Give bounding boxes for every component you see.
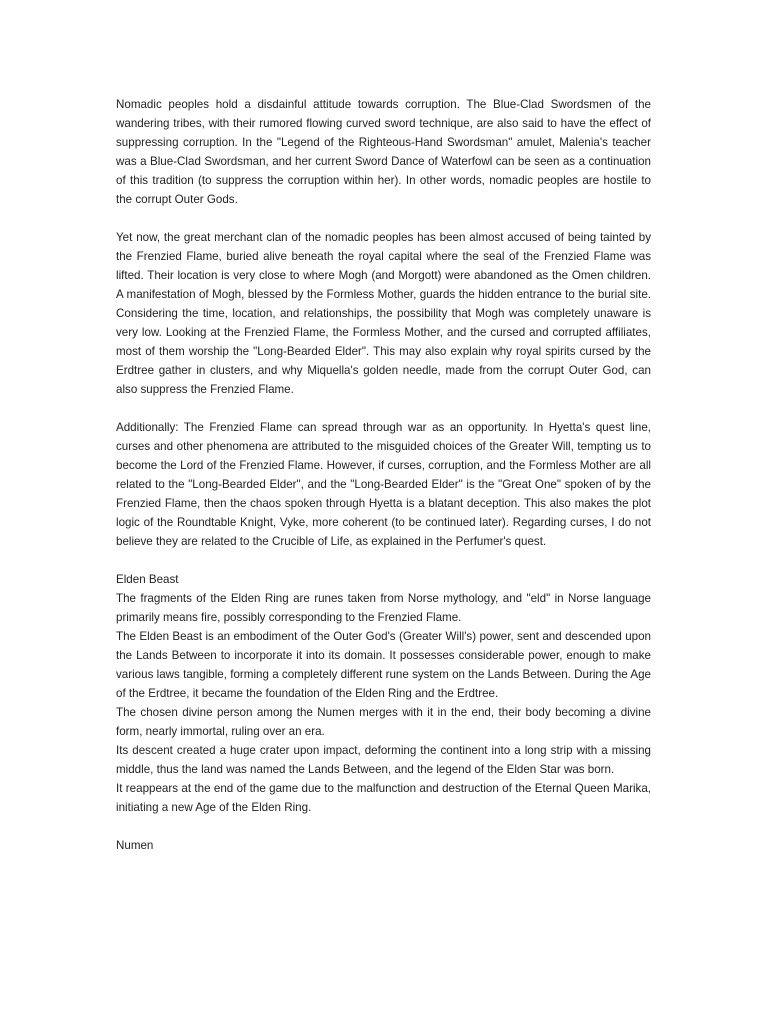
document-page bbox=[116, 95, 651, 855]
section-heading-numen: Numen bbox=[116, 839, 154, 852]
elden-beast-line: The chosen divine person among the Numen merges with it in the end, their body becoming a divine form, nearly immortal, ruling over an era. bbox=[116, 706, 651, 738]
paragraph-merchant-clan: Yet now, the great merchant clan of the nomadic peoples has been almost accused of being tainted by the Frenzied Flame, buried alive beneath the royal capital where the seal of the Frenzied Flame was lifted. Their location is very close to where Mogh (and Morgott) were abandoned as the Omen children. A manifestation of Mogh, blessed by the Formless Mother, guards the hidden entrance to the burial site. Considering the time, location, and relationships, the possibility that Mogh was completely unaware is very low. Looking at the Frenzied Flame, the Formless Mother, and the cursed and corrupted affiliates, most of them worship the "Long-Bearded Elder". This may also explain why royal spirits cursed by the Erdtree gather in clusters, and why Miquella's golden needle, made from the corrupt Outer God, can also suppress the Frenzied Flame. bbox=[116, 231, 651, 396]
section-heading-elden-beast: Elden Beast bbox=[116, 573, 179, 586]
paragraph-frenzied-flame-war: Additionally: The Frenzied Flame can spread through war as an opportunity. In Hyetta's quest line, curses and other phenomena are attributed to the misguided choices of the Greater Will, tempting us to become the Lord of the Frenzied Flame. However, if curses, corruption, and the Formless Mother are all related to the "Long-Bearded Elder", and the "Long-Bearded Elder" is the "Great One" spoken of by the Frenzied Flame, then the chaos spoken through Hyetta is a blatant deception. This also makes the plot logic of the Roundtable Knight, Vyke, more coherent (to be continued later). Regarding curses, I do not believe they are related to the Crucible of Life, as explained in the Perfumer's quest. bbox=[116, 421, 651, 548]
elden-beast-line: The fragments of the Elden Ring are runes taken from Norse mythology, and "eld" in Norse language primarily means fire, possibly corresponding to the Frenzied Flame. bbox=[116, 592, 651, 624]
elden-beast-line: The Elden Beast is an embodiment of the Outer God's (Greater Will's) power, sent and descended upon the Lands Between to incorporate it into its domain. It possesses considerable power, enough to make various laws tangible, forming a completely different rune system on the Lands Between. During the Age of the Erdtree, it became the foundation of the Elden Ring and the Erdtree. bbox=[116, 630, 651, 700]
paragraph-nomadic-corruption: Nomadic peoples hold a disdainful attitude towards corruption. The Blue-Clad Swordsmen of the wandering tribes, with their rumored flowing curved sword technique, are also said to have the effect of suppressing corruption. In the "Legend of the Righteous-Hand Swordsman" amulet, Malenia's teacher was a Blue-Clad Swordsman, and her current Sword Dance of Waterfowl can be seen as a continuation of this tradition (to suppress the corruption within her). In other words, nomadic peoples are hostile to the corrupt Outer Gods. bbox=[116, 98, 651, 206]
elden-beast-line: Its descent created a huge crater upon impact, deforming the continent into a long strip with a missing middle, thus the land was named the Lands Between, and the legend of the Elden Star was born. bbox=[116, 744, 651, 776]
section-elden-beast bbox=[116, 570, 651, 817]
elden-beast-line: It reappears at the end of the game due to the malfunction and destruction of the Eternal Queen Marika, initiating a new Age of the Elden Ring. bbox=[116, 782, 651, 814]
